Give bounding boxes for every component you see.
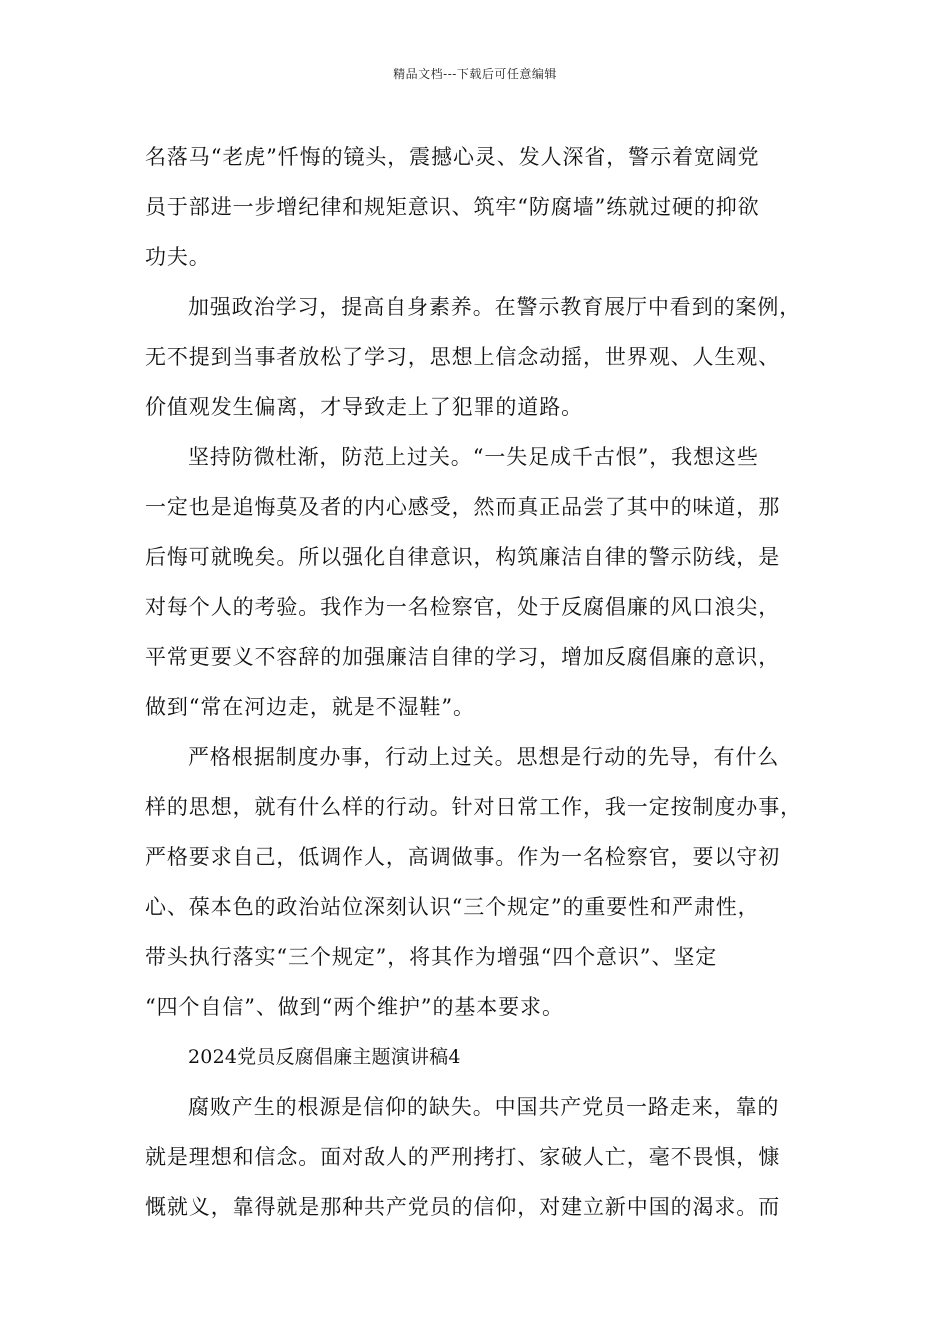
paragraph-line: 员于部进一步增纪律和规矩意识、筑牢“防腐墙”练就过硬的抑欲	[145, 195, 760, 219]
paragraph-line: 严格根据制度办事，行动上过关。思想是行动的先导，有什么	[188, 745, 780, 769]
paragraph-line: 平常更要义不容辞的加强廉洁自律的学习，增加反腐倡廉的意识，	[145, 645, 781, 669]
paragraph-line: 对每个人的考验。我作为一名检察官，处于反腐倡廉的风口浪尖，	[145, 595, 781, 619]
paragraph-line: 价值观发生偏离，才导致走上了犯罪的道路。	[145, 395, 583, 419]
paragraph-line: 后悔可就晚矣。所以强化自律意识，构筑廉洁自律的警示防线，是	[145, 545, 781, 569]
paragraph-line: 名落马“老虎”忏悔的镜头，震撼心灵、发人深省，警示着宽阔党	[145, 145, 760, 169]
paragraph-line: 腐败产生的根源是信仰的缺失。中国共产党员一路走来，靠的	[188, 1095, 780, 1119]
section-heading: 2024党员反腐倡廉主题演讲稿4	[188, 1046, 461, 1068]
page-header: 精品文档---下载后可任意编辑	[393, 67, 557, 81]
paragraph-line: 心、葆本色的政治站位深刻认识“三个规定”的重要性和严肃性，	[145, 895, 760, 919]
paragraph-line: 一定也是追悔莫及者的内心感受，然而真正品尝了其中的味道，那	[145, 495, 781, 519]
paragraph-line: 加强政治学习，提高自身素养。在警示教育展厅中看到的案例，	[188, 295, 802, 319]
paragraph-line: 做到“常在河边走，就是不湿鞋”。	[145, 695, 475, 719]
paragraph-line: 严格要求自己，低调作人，高调做事。作为一名检察官，要以守初	[145, 845, 781, 869]
paragraph-line: 样的思想，就有什么样的行动。针对日常工作，我一定按制度办事，	[145, 795, 802, 819]
paragraph-line: 就是理想和信念。面对敌人的严刑拷打、家破人亡，毫不畏惧，慷	[145, 1145, 781, 1169]
paragraph-line: 功夫。	[145, 245, 211, 269]
paragraph-line: 慨就义，靠得就是那种共产党员的信仰，对建立新中国的渴求。而	[145, 1195, 781, 1219]
paragraph-line: 无不提到当事者放松了学习，思想上信念动摇，世界观、人生观、	[145, 345, 781, 369]
paragraph-line: 带头执行落实“三个规定”，将其作为增强“四个意识”、坚定	[145, 945, 718, 969]
paragraph-line: “四个自信”、做到“两个维护”的基本要求。	[145, 995, 564, 1019]
document-body	[145, 132, 815, 1232]
paragraph-line: 坚持防微杜渐，防范上过关。“一失足成千古恨”，我想这些	[188, 445, 759, 469]
